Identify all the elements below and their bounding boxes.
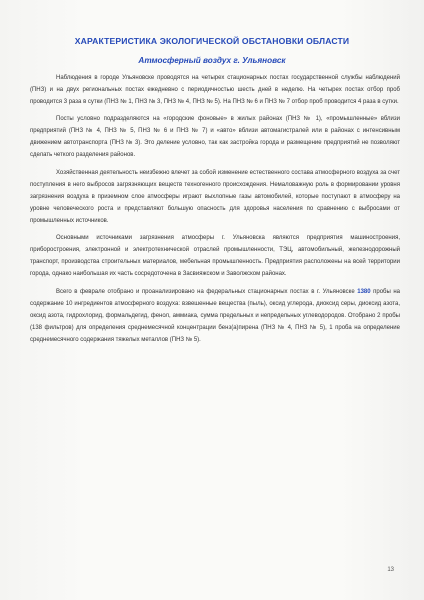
paragraph: Посты условно подразделяются на «городские фоновые» в жилых районах (ПНЗ № 1), «промышленные» вблизи предприятий (ПНЗ № 4, ПНЗ № 5, ПНЗ № 6 и ПНЗ № 7) и «авто» вблизи автомагистралей или в районах с интенсивным движением автотранспорта (ПНЗ № 3). Это деление условно, так как застройка города и размещение предприятий не позволяют сделать четкого разделения районов. [30,116,400,159]
paragraph-samples [30,286,400,346]
paragraph-text-after: пробы на содержание 10 ингредиентов атмосферного воздуха: взвешенные вещества (пыль), оксид углерода, диоксид серы, диоксид азота, оксид азота, гидрохлорид, формальдегид, фенол, аммиака, сумма предельных и непредельных углеводородов. Отобрано 2 пробы (138 фильтров) для определения среднемесячной концентрации бенз(а)пирена (ПНЗ № 4, ПНЗ № 5), 1 проба на определение среднемесячного содержания тяжелых металлов (ПНЗ № 5). [30,288,400,343]
sample-count-highlight: 1380 [357,288,371,295]
paragraph: Основными источниками загрязнения атмосферы г. Ульяновска являются предприятия машиностроения, приборостроения, электронной и электротехнической отраслей промышленности, ТЭЦ, автомобильный, железнодорожный транспорт, производства строительных материалов, мебельная промышленность. Предприятия расположены на всей территории города, однако наибольшая их часть сосредоточена в Засвияжском и Заволжском районах. [30,235,400,278]
paragraph: Хозяйственная деятельность неизбежно влечет за собой изменение естественного состава атмосферного воздуха за счет поступления в него выбросов загрязняющих веществ техногенного происхождения. Немаловажную роль в формировании уровня загрязнения воздуха в приземном слое атмосферы играют выхлопные газы автомобилей, которые поступают в атмосферу на уровне человеческого роста и представляют большую опасность для здоровья населения по сравнению с выбросами от промышленных источников. [30,169,400,224]
paragraph: Наблюдения в городе Ульяновске проводятся на четырех стационарных постах государственной службы наблюдений (ПНЗ) и на двух региональных постах ежедневно с периодичностью шесть дней в неделю. На четырех постах отбор проб проводится 3 раза в сутки (ПНЗ № 1, ПНЗ № 3, ПНЗ № 4, ПНЗ № 5). На ПНЗ № 6 и ПНЗ № 7 отбор проб проводится 4 раза в сутки. [30,75,400,106]
document-body [30,72,400,351]
paragraph-text-before: Всего в феврале отобрано и проанализировано на федеральных стационарных постах в г. Ульяновске [56,288,358,295]
document-subtitle: Атмосферный воздух г. Ульяновск [138,56,286,65]
page-number: 13 [387,567,394,573]
document-title: ХАРАКТЕРИСТИКА ЭКОЛОГИЧЕСКОЙ ОБСТАНОВКИ ОБЛАСТИ [74,36,350,46]
